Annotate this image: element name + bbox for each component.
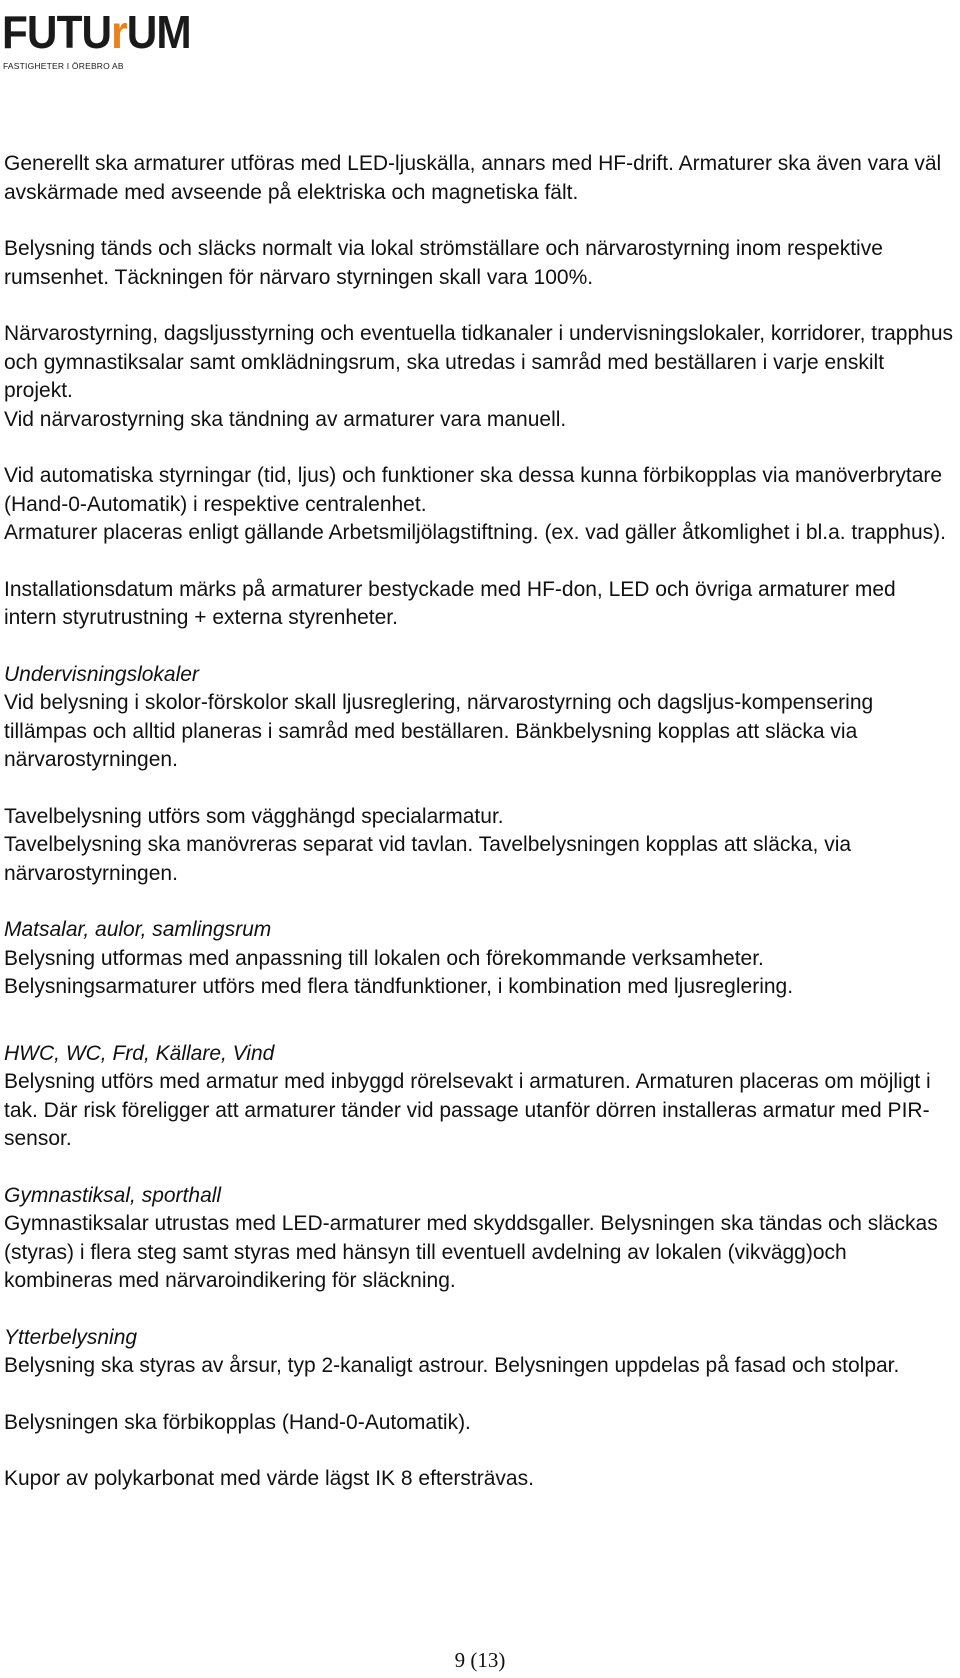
section-text-matsalar-1: Belysning utformas med anpassning till lokalen och förekommande verksamheter. xyxy=(4,946,764,970)
paragraph-lighting-control: Belysning tänds och släcks normalt via lokal strömställare och närvarostyrning inom respektive rumsenhet. Täckningen för närvaro styrningen skall vara 100%. xyxy=(4,237,883,289)
section-heading-gymnastik: Gymnastiksal, sporthall xyxy=(4,1183,222,1207)
paragraph-led: Generellt ska armaturer utföras med LED-ljuskälla, annars med HF-drift. Armaturer ska även vara väl avskärmade med avseende på elektriska och magnetiska fält. xyxy=(4,152,942,204)
section-text-ytter-1: Belysning ska styras av årsur, typ 2-kanaligt astrour. Belysningen uppdelas på fasad och stolpar. xyxy=(4,1354,900,1377)
section-text-matsalar-2: Belysningsarmaturer utförs med flera tändfunktioner, i kombination med ljusreglering. xyxy=(4,975,794,998)
company-logo xyxy=(2,6,202,74)
section-text-ytter-3: Kupor av polykarbonat med värde lägst IK 8 eftersträvas. xyxy=(4,1467,534,1490)
section-heading-undervisning: Undervisningslokaler xyxy=(4,662,199,686)
logo-subtitle: FASTIGHETER I ÖREBRO AB xyxy=(3,61,124,71)
logo-word-end: UM xyxy=(126,6,191,58)
page-number: 9 (13) xyxy=(454,1648,506,1672)
section-heading-matsalar xyxy=(4,916,954,945)
section-heading-hwc: HWC, WC, Frd, Källare, Vind xyxy=(4,1041,275,1065)
paragraph-work-environment: Armaturer placeras enligt gällande Arbetsmiljölagstiftning. (ex. vad gäller åtkomlighet i bl.a. trapphus). xyxy=(4,521,946,544)
section-text-gymnastik-1: Gymnastiksalar utrustas med LED-armaturer med skyddsgaller. Belysningen ska tändas och släckas (styras) i flera steg samt styras med hänsyn till eventuell avdelning av lokalen (vikvägg)och kombineras med närvaroindikering för släckning. xyxy=(4,1212,938,1292)
section-text-undervisning-1: Vid belysning i skolor-förskolor skall ljusreglering, närvarostyrning och dagsljus-kompensering tillämpas och alltid planeras i samråd med beställaren. Bänkbelysning kopplas att släcka via närvarostyrningen. xyxy=(4,691,874,771)
logo-word-accent: r xyxy=(111,6,127,58)
section-heading-matsalar-label: Matsalar, aulor, samlingsrum xyxy=(4,918,272,941)
logo-word-start: FUTU xyxy=(2,6,112,58)
paragraph-presence-control: Närvarostyrning, dagsljusstyrning och eventuella tidkanaler i undervisningslokaler, korridorer, trapphus och gymnastiksalar samt omklädningsrum, ska utredas i samråd med beställaren i varje enskilt projekt. xyxy=(4,322,953,402)
paragraph-manual-ignition: Vid närvarostyrning ska tändning av armaturer vara manuell. xyxy=(4,407,567,431)
logo-wordmark xyxy=(2,6,191,58)
section-text-undervisning-2: Tavelbelysning utförs som vägghängd specialarmatur. xyxy=(4,804,504,828)
section-text-ytter-2: Belysningen ska förbikopplas (Hand-0-Automatik). xyxy=(4,1410,471,1434)
section-heading-ytter: Ytterbelysning xyxy=(4,1325,138,1349)
section-text-hwc-1: Belysning utförs med armatur med inbyggd rörelsevakt i armaturen. Armaturen placeras om möjligt i tak. Där risk föreligger att armaturer tänder vid passage utanför dörren installeras armatur med PIR-sensor. xyxy=(4,1070,931,1150)
paragraph-installation-date: Installationsdatum märks på armaturer bestyckade med HF-don, LED och övriga armaturer med intern styrutrustning + externa styrenheter. xyxy=(4,577,896,629)
paragraph-automatic-control: Vid automatiska styrningar (tid, ljus) och funktioner ska dessa kunna förbikopplas via manöverbrytare (Hand-0-Automatik) i respektive centralenhet. xyxy=(4,464,943,516)
document-body xyxy=(4,150,954,1494)
section-text-undervisning-3: Tavelbelysning ska manövreras separat vid tavlan. Tavelbelysningen kopplas att släcka, via närvarostyrningen. xyxy=(4,833,852,885)
